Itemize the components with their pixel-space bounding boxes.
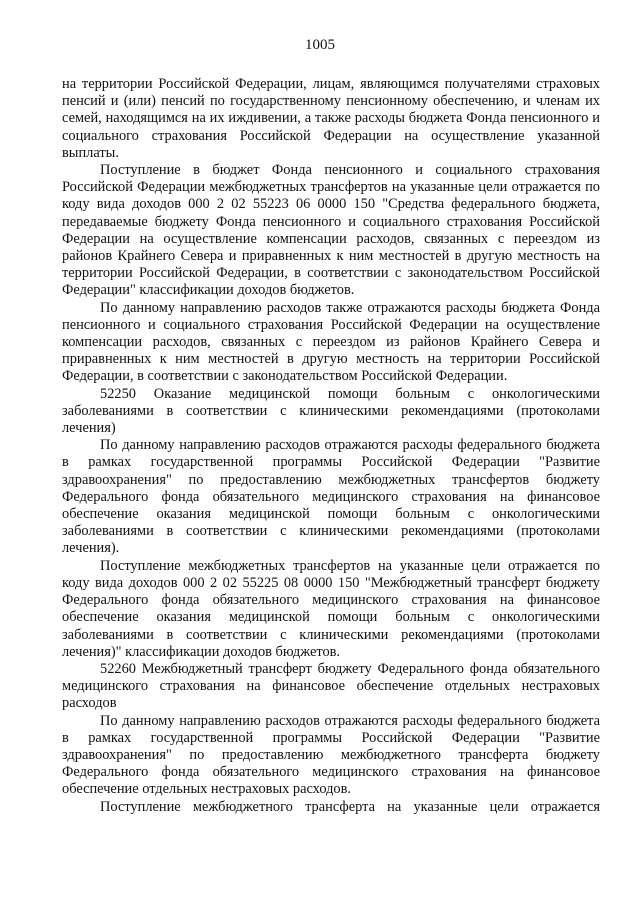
document-body — [62, 76, 600, 816]
paragraph-fund-expenses: По данному направлению расходов также отражаются расходы бюджета Фонда пенсионного и социального страхования Российской Федерации на осуществление компенсации расходов, связанных с переездом из районов Крайнего Севера и приравненных к ним местностей в другую местность на территории Российской Федерации, в соответствии с законодательством Российской Федерации. — [62, 299, 600, 385]
paragraph-52260-expenses: По данному направлению расходов отражаются расходы федерального бюджета в рамках государственной программы Российской Федерации "Развитие здравоохранения" по предоставлению межбюджетного трансферта бюджету Федерального фонда обязательного медицинского страхования на финансовое обеспечение отдельных нестраховых расходов. — [62, 712, 600, 798]
paragraph-continuation: на территории Российской Федерации, лицам, являющимся получателями страховых пенсий и (или) пенсий по государственному пенсионному обеспечению, и членам их семей, находящимся на их иждивении, а также расходы бюджета Фонда пенсионного и социального страхования Российской Федерации на осуществление указанной выплаты. — [62, 76, 600, 161]
paragraph-52250-income: Поступление межбюджетных трансфертов на указанные цели отражается по коду вида доходов 000 2 02 55225 08 0000 150 "Межбюджетный трансферт бюджету Федерального фонда обязательного медицинского страхования на финансовое обеспечение оказания медицинской помощи больным с онкологическими заболеваниями в соответствии с клиническими рекомендациями (протоколами лечения)" классификации доходов бюджетов. — [62, 557, 600, 660]
section-heading-52260: 52260 Межбюджетный трансферт бюджету Федерального фонда обязательного медицинского страхования на финансовое обеспечение отдельных нестраховых расходов — [62, 660, 600, 712]
paragraph-52250-expenses: По данному направлению расходов отражаются расходы федерального бюджета в рамках государственной программы Российской Федерации "Развитие здравоохранения" по предоставлению межбюджетных трансфертов бюджету Федерального фонда обязательного медицинского страхования на финансовое обеспечение оказания медицинской помощи больным с онкологическими заболеваниями в соответствии с клиническими рекомендациями (протоколами лечения). — [62, 437, 600, 557]
paragraph-fund-income: Поступление в бюджет Фонда пенсионного и социального страхования Российской Федерации межбюджетных трансфертов на указанные цели отражается по коду вида доходов 000 2 02 55223 06 0000 150 "Средства федерального бюджета, передаваемые бюджету Фонда пенсионного и социального страхования Российской Федерации на осуществление компенсации расходов, связанных с переездом из районов Крайнего Севера и приравненных к ним местностей в другую местность на территории Российской Федерации, в соответствии с законодательством Российской Федерации" классификации доходов бюджетов. — [62, 162, 600, 299]
page-number: 1005 — [305, 37, 335, 53]
section-heading-52250: 52250 Оказание медицинской помощи больным с онкологическими заболеваниями в соответствии с клиническими рекомендациями (протоколами лечения) — [62, 385, 600, 437]
paragraph-52260-income: Поступление межбюджетного трансферта на указанные цели отражается — [100, 798, 600, 815]
